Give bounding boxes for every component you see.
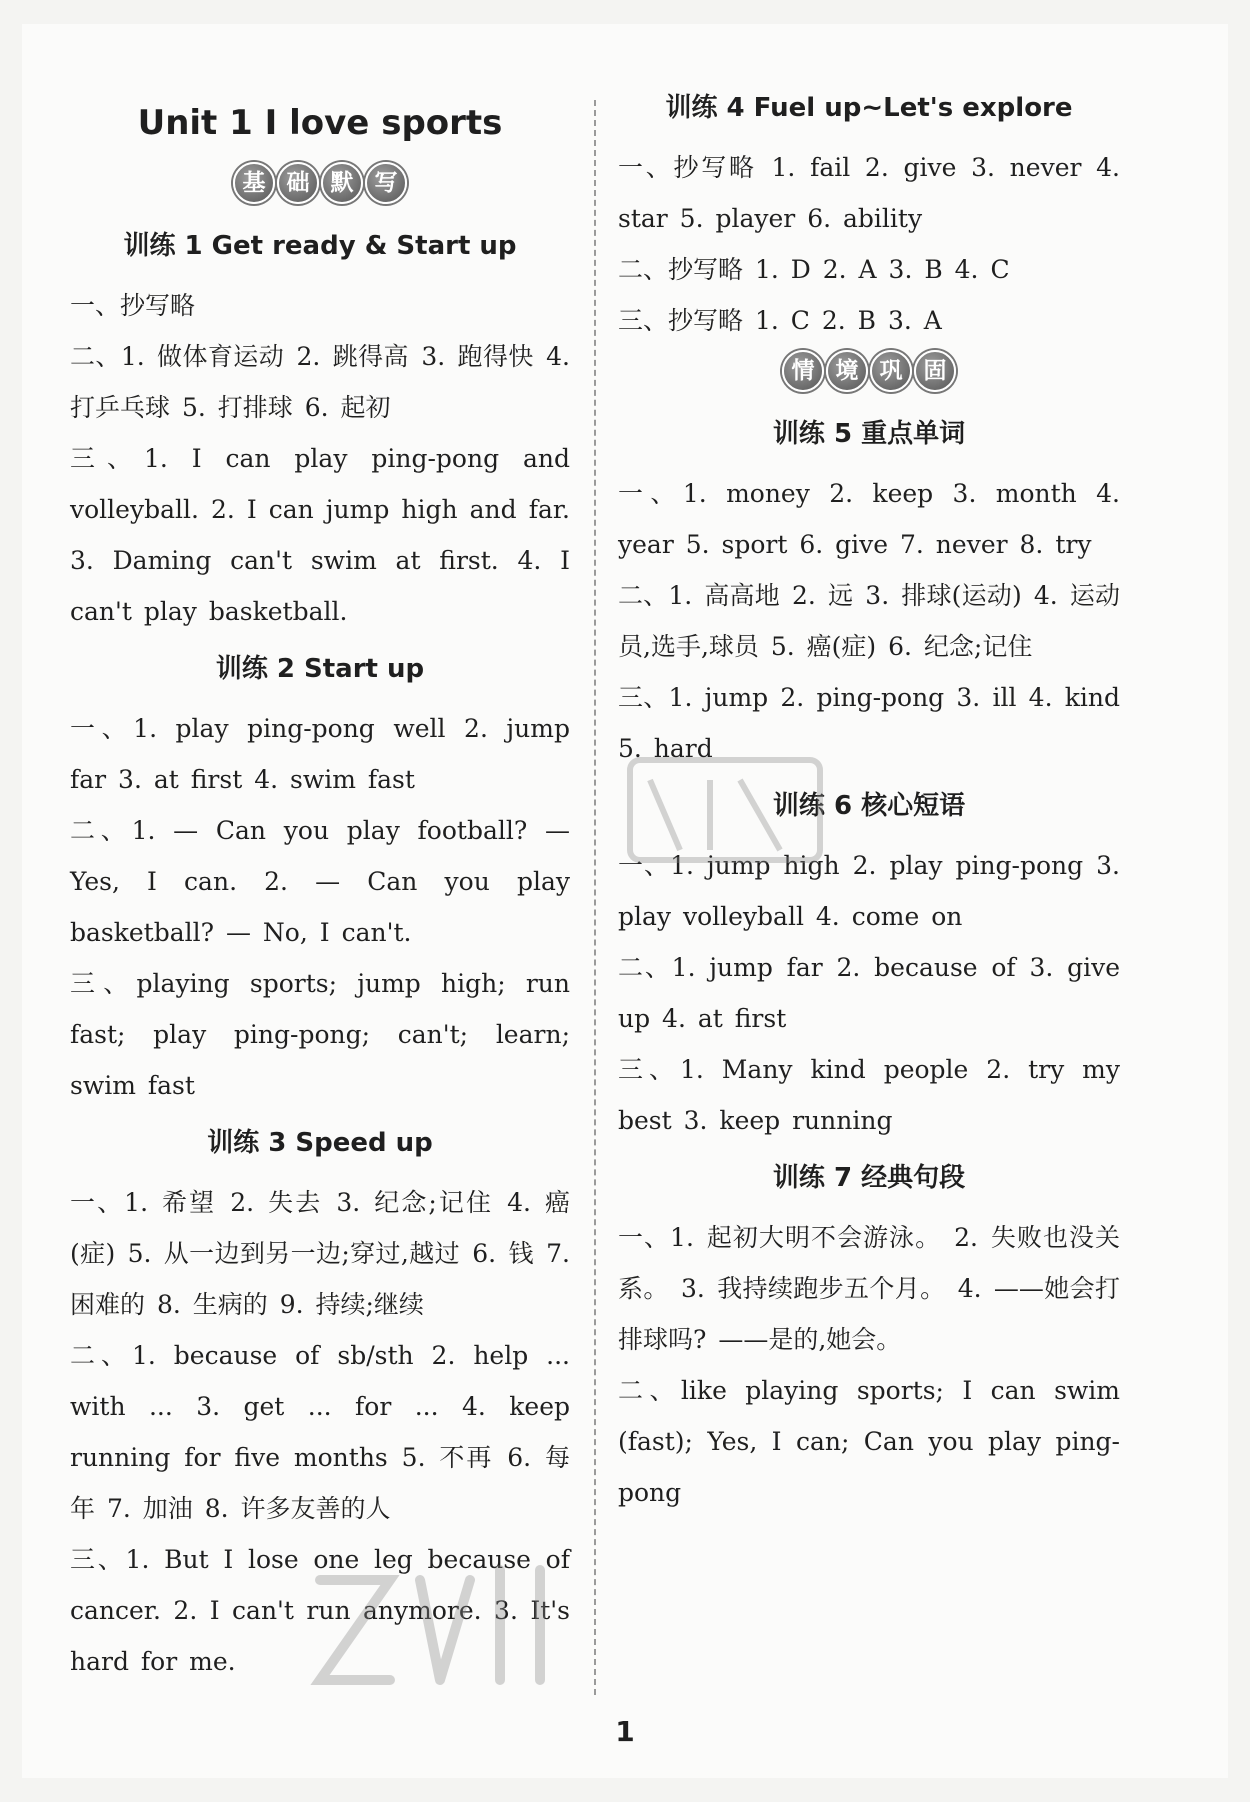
answer-line: 三、1. Many kind people 2. try my best 3. keep running	[618, 1055, 1120, 1135]
answer-line: 三、playing sports; jump high; run fast; play ping-pong; can't; learn; swim fast	[70, 969, 570, 1100]
exercise-title: 训练 3 Speed up	[207, 1128, 433, 1158]
section-badge-context	[618, 350, 1120, 392]
section-badge-basic	[70, 162, 570, 204]
badge-char: 写	[365, 162, 407, 204]
badge-char: 固	[914, 350, 956, 392]
exercise-title: 训练 5 重点单词	[772, 419, 966, 449]
unit-title: Unit 1 I love sports	[137, 103, 503, 143]
badge-char: 默	[321, 162, 363, 204]
answer-line: 一、抄写略 1. fail 2. give 3. never 4. star 5. player 6. ability	[618, 153, 1120, 233]
badge-char: 基	[233, 162, 275, 204]
badge-char: 巩	[870, 350, 912, 392]
column-divider	[594, 100, 596, 1695]
answer-line: 二、1. because of sb/sth 2. help ... with ... 3. get ... for ... 4. keep running for five months 5. 不再 6. 每年 7. 加油 8. 许多友善的人	[70, 1341, 570, 1523]
answer-line: 三、抄写略 1. C 2. B 3. A	[618, 306, 942, 335]
answer-line: 二、1. 做体育运动 2. 跳得高 3. 跑得快 4. 打乒乓球 5. 打排球 6. 起初	[70, 342, 570, 422]
left-column	[70, 88, 570, 1687]
watermark-logo	[620, 740, 830, 880]
answer-line: 一、1. money 2. keep 3. month 4. year 5. sport 6. give 7. never 8. try	[618, 479, 1120, 559]
answer-line: 三、1. But I lose one leg because of cancer. 2. I can't run anymore. 3. It's hard for me.	[70, 1545, 570, 1676]
exercise-title: 训练 1 Get ready & Start up	[123, 231, 517, 261]
answer-line: 二、抄写略 1. D 2. A 3. B 4. C	[618, 255, 1010, 284]
answer-line: 一、1. play ping-pong well 2. jump far 3. at first 4. swim fast	[70, 714, 570, 794]
exercise-title: 训练 2 Start up	[215, 654, 425, 684]
answer-line: 一、1. 起初大明不会游泳。 2. 失败也没关系。 3. 我持续跑步五个月。 4. ——她会打排球吗? ——是的,她会。	[618, 1223, 1120, 1354]
answer-line: 二、like playing sports; I can swim (fast); Yes, I can; Can you play ping-pong	[618, 1376, 1120, 1507]
answer-line: 一、1. jump high 2. play ping-pong 3. play volleyball 4. come on	[618, 851, 1120, 931]
answer-line: 二、1. 高高地 2. 远 3. 排球(运动) 4. 运动员,选手,球员 5. 癌(症) 6. 纪念;记住	[618, 581, 1120, 661]
exercise-title: 训练 7 经典句段	[772, 1163, 966, 1193]
answer-line: 一、1. 希望 2. 失去 3. 纪念;记住 4. 癌(症) 5. 从一边到另一边;穿过,越过 6. 钱 7. 困难的 8. 生病的 9. 持续;继续	[70, 1188, 570, 1319]
exercise-title: 训练 4 Fuel up~Let's explore	[665, 93, 1073, 123]
answer-line: 二、1. jump far 2. because of 3. give up 4. at first	[618, 953, 1120, 1033]
answer-line: 一、抄写略	[70, 291, 196, 320]
badge-char: 情	[782, 350, 824, 392]
page-number: 1	[615, 1715, 635, 1748]
answer-line: 二、1. — Can you play football? — Yes, I can. 2. — Can you play basketball? — No, I can't.	[70, 816, 570, 947]
watermark-logo	[300, 1540, 590, 1700]
exercise-title: 训练 6 核心短语	[772, 791, 966, 821]
badge-char: 境	[826, 350, 868, 392]
answer-line: 三、1. I can play ping-pong and volleyball. 2. I can jump high and far. 3. Daming can't swim at first. 4. I can't play basketball.	[70, 444, 570, 626]
badge-char: 础	[277, 162, 319, 204]
answer-line: 三、1. jump 2. ping-pong 3. ill 4. kind 5. hard	[618, 683, 1120, 763]
